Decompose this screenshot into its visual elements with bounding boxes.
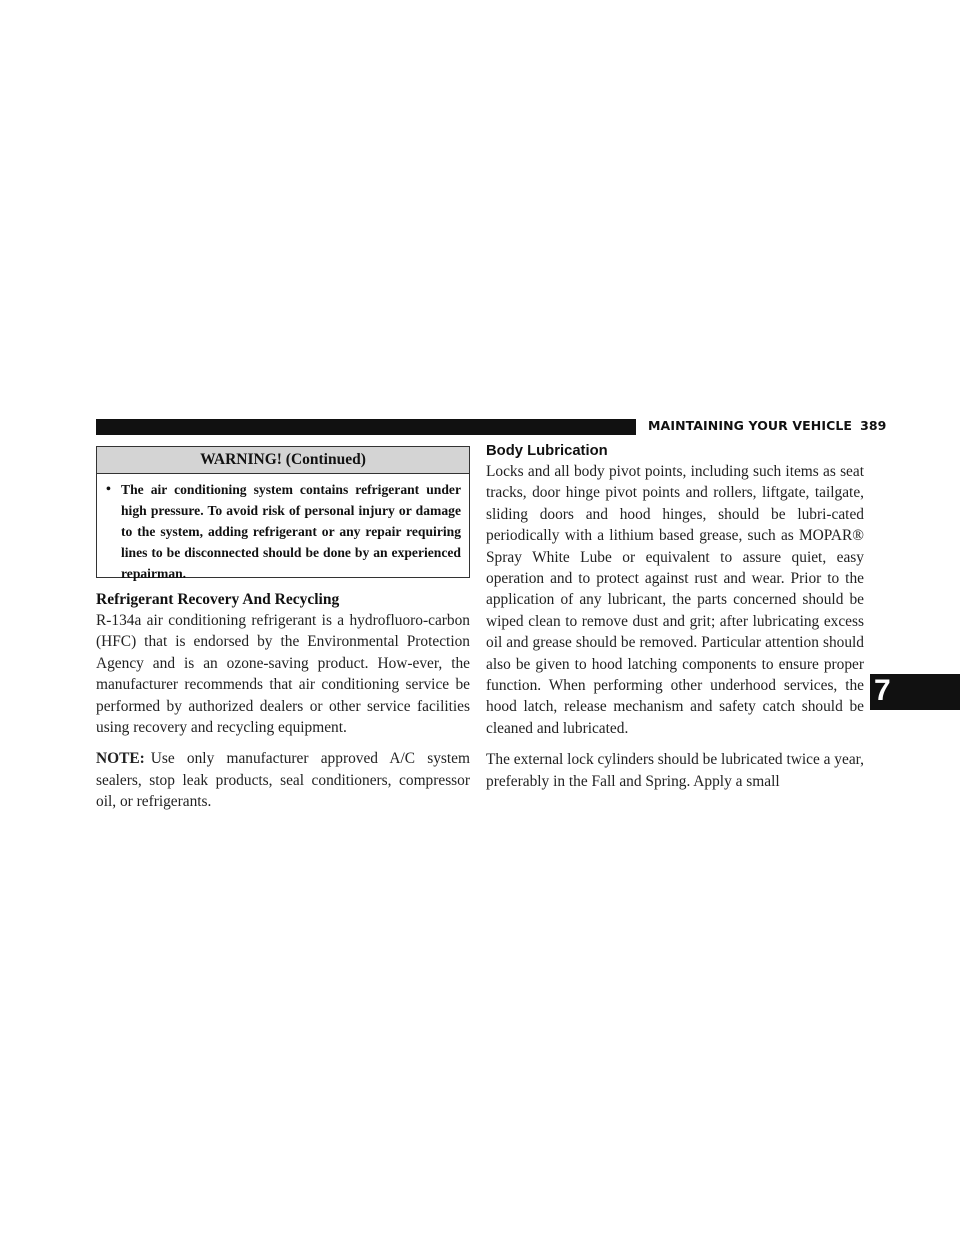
chapter-tab-number: 7 (874, 674, 891, 707)
warning-title: WARNING! (Continued) (97, 447, 469, 474)
note-text: Use only manufacturer approved A/C system sealers, stop leak products, seal conditioners, compressor oil, or refrigerants. (96, 750, 470, 811)
lubrication-paragraph-1: Locks and all body pivot points, including such items as seat tracks, door hinge pivot points and rollers, liftgate, tailgate, sliding doors and hood hinges, should be lubri-cated periodically with a lithium based grease, such as MOPAR® Spray White Lube or equivalent to assure quiet, easy operation and to protect against rust and wear. Prior to the application of any lubricant, the parts concerned should be wiped clean to remove dust and grit; after lubricating excess oil and grease should be removed. Particular attention should also be given to hood latching components to ensure proper function. When performing other underhood services, the hood latch, release mechanism and safety catch should be cleaned and lubricated. (486, 463, 864, 737)
section-heading-refrigerant: Refrigerant Recovery And Recycling (96, 591, 340, 608)
running-header (648, 418, 886, 433)
refrigerant-paragraph: R-134a air conditioning refrigerant is a hydrofluoro-carbon (HFC) that is endorsed by the Environmental Protection Agency and is an ozone-saving product. How-ever, the manufacturer recommends that air conditioning service be performed by authorized dealers or other service facilities using recovery and recycling equipment. (96, 612, 470, 737)
bullet: • (106, 482, 111, 497)
lubrication-paragraph-2: The external lock cylinders should be lubricated twice a year, preferably in the Fall and Spring. Apply a small (486, 751, 865, 790)
section-title: MAINTAINING YOUR VEHICLE (648, 418, 853, 433)
header-bar (96, 419, 636, 435)
note-paragraph (96, 748, 470, 812)
section-heading-body-lubrication: Body Lubrication (486, 443, 608, 459)
right-column (486, 441, 864, 792)
warning-box (96, 446, 470, 581)
page-number: 389 (860, 418, 887, 433)
left-column (96, 590, 470, 813)
warning-body (97, 474, 469, 584)
warning-text: The air conditioning system contains refrigerant under high pressure. To avoid risk of personal injury or damage to the system, adding refrigerant or any repair requiring lines to be disconnected should be done by an experienced repairman. (121, 482, 461, 581)
note-label: NOTE: (96, 750, 145, 768)
